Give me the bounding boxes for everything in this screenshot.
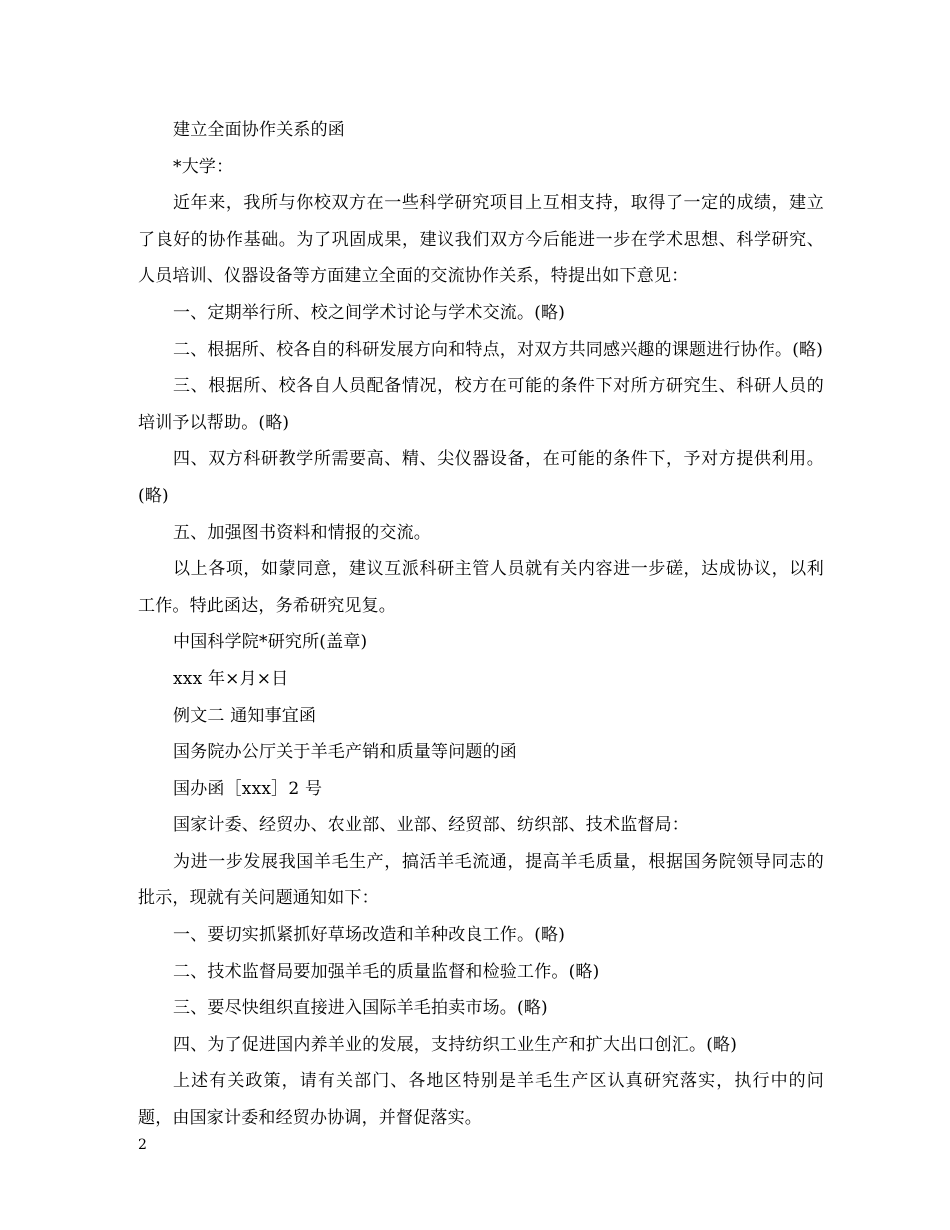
notice-title: 国务院办公厅关于羊毛产销和质量等问题的函	[173, 742, 517, 763]
closing-paragraph: 以上各项，如蒙同意，建议互派科研主管人员就有关内容进一步磋，达成协议，以利工作。特此函达，务希研究见复。	[138, 559, 824, 616]
page-number: 2	[138, 1137, 147, 1153]
example-two-heading: 例文二 通知事宜函	[173, 705, 317, 726]
item-one: 一、定期举行所、校之间学术讨论与学术交流。(略)	[173, 302, 566, 323]
sender-signature: 中国科学院*研究所(盖章)	[173, 632, 368, 653]
intro-paragraph: 近年来，我所与你校双方在一些科学研究项目上互相支持，取得了一定的成绩，建立了良好的协作基础。为了巩固成果，建议我们双方今后能进一步在学术思想、科学研究、人员培训、仪器设备等方面建立全面的交流协作关系，特提出如下意见：	[138, 193, 824, 287]
item-two: 二、根据所、校各自的科研发展方向和特点，对双方共同感兴趣的课题进行协作。(略)	[173, 339, 824, 360]
notice-item-one: 一、要切实抓紧抓好草场改造和羊种改良工作。(略)	[173, 925, 566, 946]
letter-title: 建立全面协作关系的函	[173, 120, 345, 140]
notice-recipients: 国家计委、经贸办、农业部、业部、经贸部、纺织部、技术监督局：	[173, 815, 689, 836]
notice-item-two: 二、技术监督局要加强羊毛的质量监督和检验工作。(略)	[173, 961, 600, 982]
date-line: xxx 年×月×日	[173, 668, 289, 689]
document-body	[138, 112, 824, 1137]
item-four: 四、双方科研教学所需要高、精、尖仪器设备，在可能的条件下，予对方提供利用。(略)	[138, 449, 824, 506]
document-number: 国办函［xxx］2 号	[173, 778, 323, 799]
notice-item-three: 三、要尽快组织直接进入国际羊毛拍卖市场。(略)	[173, 998, 548, 1019]
notice-item-four: 四、为了促进国内养羊业的发展，支持纺织工业生产和扩大出口创汇。(略)	[173, 1034, 738, 1055]
item-three: 三、根据所、校各自人员配备情况，校方在可能的条件下对所方研究生、科研人员的培训予以帮助。(略)	[138, 376, 824, 433]
notice-closing: 上述有关政策，请有关部门、各地区特别是羊毛生产区认真研究落实，执行中的问题，由国家计委和经贸办协调，并督促落实。	[138, 1071, 824, 1129]
recipient-line: *大学：	[173, 156, 234, 177]
item-five: 五、加强图书资料和情报的交流。	[173, 522, 431, 543]
notice-intro: 为进一步发展我国羊毛生产，搞活羊毛流通，提高羊毛质量，根据国务院领导同志的批示，现就有关问题通知如下：	[138, 851, 824, 909]
